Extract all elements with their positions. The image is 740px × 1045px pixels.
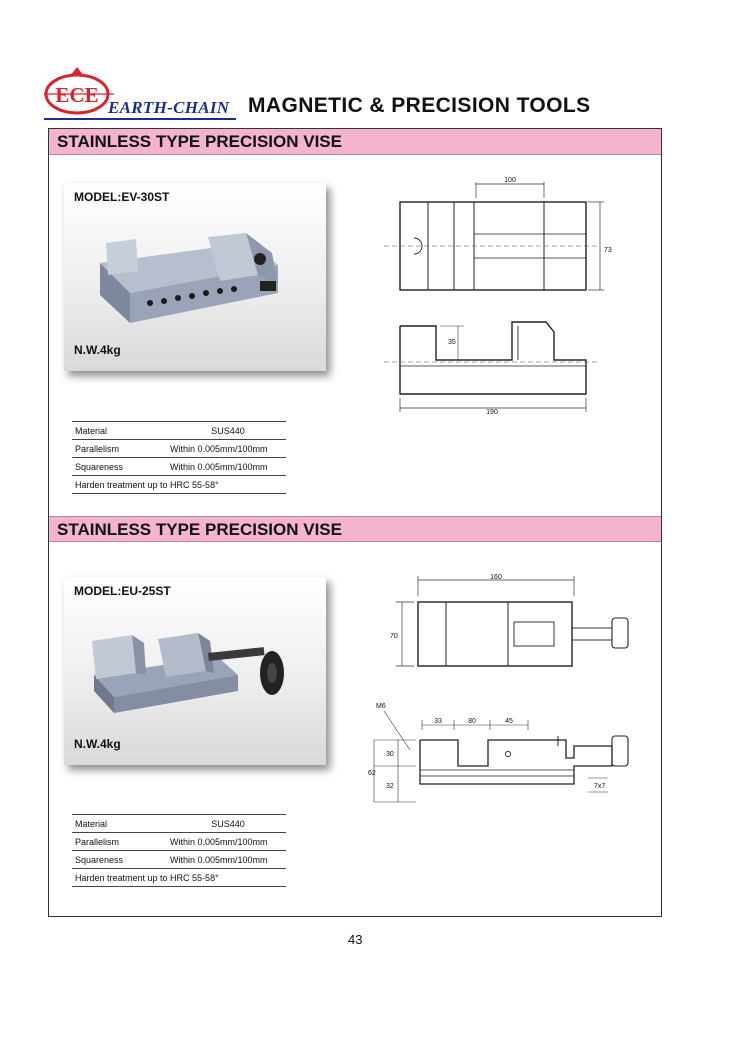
spec-row — [72, 421, 286, 439]
spec-label: Squareness — [75, 855, 124, 865]
earth-chain-logo — [44, 64, 114, 116]
spec-value: SUS440 — [211, 819, 245, 829]
net-weight: N.W.4kg — [74, 343, 121, 357]
spec-label: Squareness — [75, 462, 124, 472]
vise-photo-ev30st — [88, 223, 288, 333]
spec-value: Within 0.005mm/100mm — [170, 837, 268, 847]
spec-note: Harden treatment up to HRC 55-58° — [75, 480, 219, 490]
net-weight: N.W.4kg — [74, 737, 121, 751]
page-title: MAGNETIC & PRECISION TOOLS — [248, 94, 591, 117]
dim-top-height: 73 — [604, 247, 612, 254]
dim-top-length: 160 — [490, 574, 502, 581]
dim-side-height: 35 — [448, 339, 456, 346]
spec-note-row — [72, 868, 286, 887]
dim-h-total: 62 — [368, 770, 376, 777]
spec-row — [72, 832, 286, 850]
section-title: STAINLESS TYPE PRECISION VISE — [57, 520, 342, 539]
dim-thread: M6 — [376, 703, 386, 710]
spec-label: Material — [75, 426, 108, 436]
brand-name: EARTH-CHAIN — [108, 98, 230, 117]
dim-top-width: 100 — [504, 177, 516, 184]
product-photo-card-ev30st — [64, 183, 326, 371]
spec-value: Within 0.005mm/100mm — [170, 462, 268, 472]
spec-label: Parallelism — [75, 444, 120, 454]
vise-photo-eu25st — [88, 617, 288, 727]
spec-row — [72, 457, 286, 475]
spec-row — [72, 439, 286, 457]
spec-value: SUS440 — [211, 426, 245, 436]
spec-value: Within 0.005mm/100mm — [170, 444, 268, 454]
spec-row — [72, 850, 286, 868]
technical-drawing-ev30st — [384, 176, 624, 420]
logo-text: ECE — [55, 83, 99, 107]
model-label: MODEL:EV-30ST — [74, 190, 170, 204]
section-heading-2 — [49, 516, 661, 542]
spec-table-eu25st — [72, 814, 286, 887]
brand-underline — [44, 118, 236, 120]
spec-label: Material — [75, 819, 108, 829]
dim-side-length: 190 — [486, 409, 498, 416]
technical-drawing-eu25st — [362, 570, 652, 810]
model-label: MODEL:EU-25ST — [74, 584, 171, 598]
dim-d3: 45 — [505, 718, 513, 725]
dim-top-height: 70 — [390, 633, 398, 640]
spec-note: Harden treatment up to HRC 55-58° — [75, 873, 219, 883]
dim-d2: 80 — [468, 718, 476, 725]
product-photo-card-eu25st — [64, 577, 326, 765]
spec-row — [72, 814, 286, 832]
section-heading-1 — [49, 129, 661, 155]
dim-slot: 7x7 — [594, 783, 606, 790]
section-title: STAINLESS TYPE PRECISION VISE — [57, 132, 342, 151]
dim-h2: 32 — [386, 783, 394, 790]
spec-note-row — [72, 475, 286, 494]
spec-label: Parallelism — [75, 837, 120, 847]
dim-h1: 30 — [386, 751, 394, 758]
spec-table-ev30st — [72, 421, 286, 494]
dim-d1: 33 — [434, 718, 442, 725]
page-number: 43 — [348, 932, 363, 947]
spec-value: Within 0.005mm/100mm — [170, 855, 268, 865]
